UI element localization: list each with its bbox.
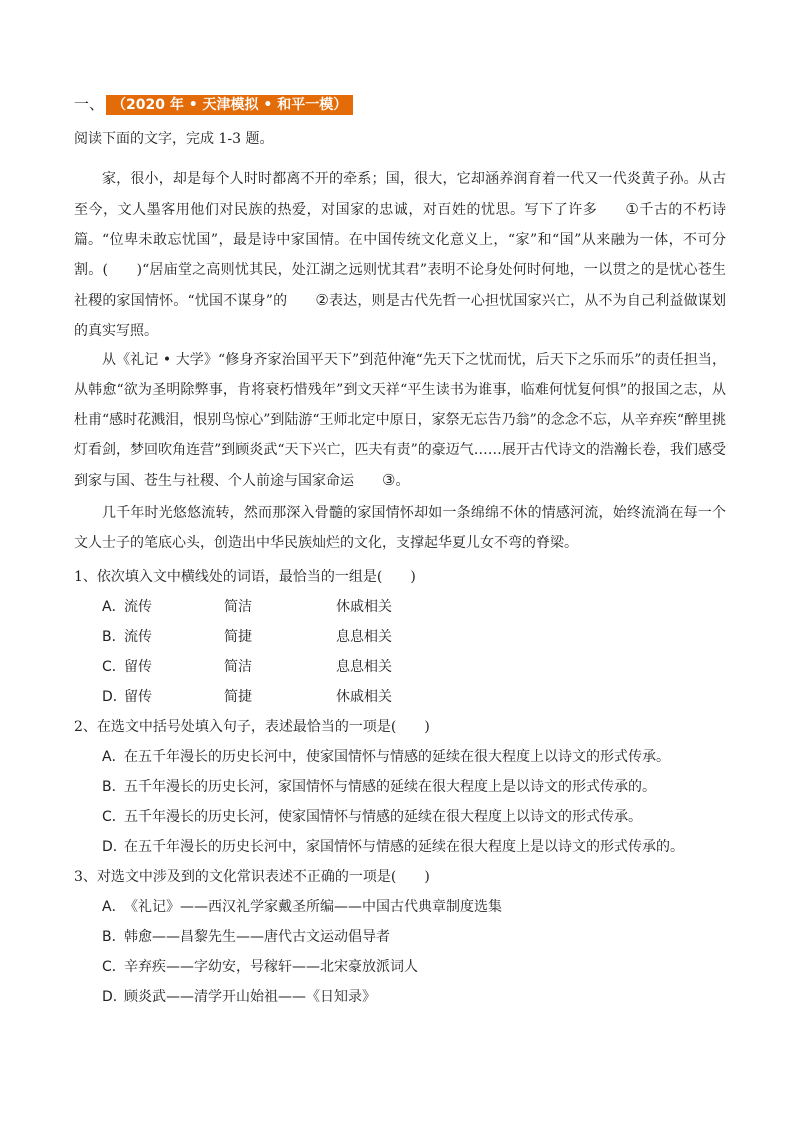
source-tag: （2020 年 • 天津模拟 • 和平一模） xyxy=(106,95,353,115)
section-number: 一、 xyxy=(74,95,105,113)
instruction: 阅读下面的文字，完成 1-3 题。 xyxy=(74,131,274,147)
blank-marker-2: ② xyxy=(315,291,329,309)
question-2-option-c[interactable]: C．五千年漫长的历史长河，使家国情怀与情感的延续在很大程度上以诗文的形式传承。 xyxy=(102,809,642,825)
question-1-option-a[interactable]: A．流传 简洁 休戚相关 xyxy=(102,599,392,615)
question-3-option-b[interactable]: B．韩愈——昌黎先生——唐代古文运动倡导者 xyxy=(102,929,390,945)
question-3-option-c[interactable]: C．辛弃疾——字幼安，号稼轩——北宋豪放派词人 xyxy=(102,959,418,975)
blank-marker-1: ① xyxy=(625,200,639,218)
question-1-stem: 1、依次填入文中横线处的词语，最恰当的一组是( ) xyxy=(74,569,416,585)
question-2-option-b[interactable]: B．五千年漫长的历史长河，家国情怀与情感的延续在很大程度上是以诗文的形式传承的。 xyxy=(102,779,656,795)
passage-paragraph-3: 从《礼记 • 大学》“修身齐家治国平天下”到范仲淹“先天下之忧而忧，后天下之乐而乐”的责任担当，从韩愈“欲为圣明除弊事，肯将衰朽惜残年”到文天祥“平生读书为谁事，临难何忧复何惧”的报国之志，从杜甫“感时花溅泪，恨别鸟惊心”到陆游“王师北定中原日，家祭无忘告乃翁”的念念不忘，从辛弃疾“醉里挑灯看剑，梦回吹角连营”到顾炎武“天下兴亡，匹夫有责”的豪迈气……展开古代诗文的浩瀚长卷，我们感受到家与国、苍生与社稷、个人前途与国家命运 ③。 xyxy=(74,345,726,496)
question-2-option-a[interactable]: A．在五千年漫长的历史长河中，使家国情怀与情感的延续在很大程度上以诗文的形式传承。 xyxy=(102,749,670,765)
passage-paragraph-2: “位卑未敢忘忧国”，最是诗中家国情。在中国传统文化意义上，“家”和“国”从来融为一体，不可分割。( )“居庙堂之高则忧其民，处江湖之远则忧其君”表明不论身处何时何地，一以贯之的是忧心苍生社稷的家国情怀。“忧国不谋身”的 ②表达，则是古代先哲一心担忧国家兴亡，从不为自己利益做谋划的真实写照。 xyxy=(74,232,726,339)
passage-paragraph-1: 家，很小，却是每个人时时都离不开的牵系；国，很大，它却涵养润育着一代又一代炎黄子孙。从古至今，文人墨客用他们对民族的热爱，对国家的忠诚，对百姓的忧思。写下了许多 ①千古的不朽诗篇。 xyxy=(74,171,727,248)
section-header xyxy=(74,92,353,116)
blank-marker-3: ③ xyxy=(382,471,396,489)
question-3-option-d[interactable]: D．顾炎武——清学开山始祖——《日知录》 xyxy=(102,989,376,1005)
question-2-option-d[interactable]: D．在五千年漫长的历史长河中，家国情怀与情感的延续在很大程度上是以诗文的形式传承的。 xyxy=(102,839,684,855)
question-1-option-c[interactable]: C．留传 简洁 息息相关 xyxy=(102,659,392,675)
question-2-stem: 2、在选文中括号处填入句子，表述最恰当的一项是( ) xyxy=(74,719,430,735)
passage-paragraph-4: 几千年时光悠悠流转，然而那深入骨髓的家国情怀却如一条绵绵不休的情感河流，始终流淌在每一个文人士子的笔底心头，创造出中华民族灿烂的文化，支撑起华夏儿女不弯的脊梁。 xyxy=(74,505,726,551)
question-1-option-b[interactable]: B．流传 简捷 息息相关 xyxy=(102,629,392,645)
question-3-option-a[interactable]: A．《礼记》——西汉礼学家戴圣所编——中国古代典章制度选集 xyxy=(102,899,502,915)
question-1-option-d[interactable]: D．留传 简捷 休戚相关 xyxy=(102,689,392,705)
question-3-stem: 3、对选文中涉及到的文化常识表述不正确的一项是( ) xyxy=(74,869,430,885)
